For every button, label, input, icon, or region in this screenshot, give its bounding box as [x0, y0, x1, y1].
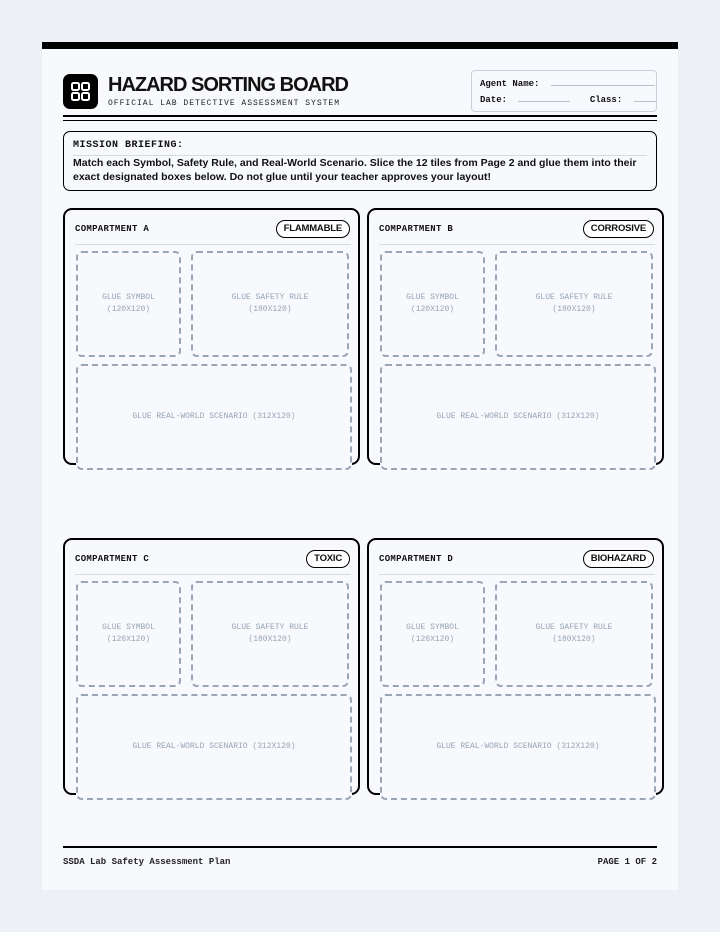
compartment-divider: [75, 244, 351, 245]
slot-size: (180X120): [248, 635, 292, 644]
header-divider: [63, 115, 657, 117]
grid-icon: [63, 74, 98, 109]
compartment-b: [367, 208, 664, 465]
slot-label: GLUE SAFETY RULE: [231, 293, 309, 302]
glue-scenario-slot[interactable]: [380, 694, 656, 800]
slot-label: GLUE REAL-WORLD SCENARIO (312X120): [132, 742, 296, 751]
briefing-label: MISSION BRIEFING:: [73, 140, 184, 151]
mission-briefing: [63, 131, 657, 191]
glue-symbol-slot[interactable]: [380, 251, 485, 357]
slot-label: GLUE SYMBOL: [102, 623, 155, 632]
slot-size: (120X120): [410, 635, 455, 644]
compartment-title: COMPARTMENT B: [379, 224, 454, 234]
date-field[interactable]: [518, 94, 570, 102]
slot-label: GLUE SAFETY RULE: [535, 293, 613, 302]
slot-size: (180X120): [248, 305, 292, 314]
slot-size: (120X120): [106, 305, 151, 314]
agent-name-row: [480, 78, 655, 89]
compartment-title: COMPARTMENT C: [75, 554, 150, 564]
footer-divider: [63, 846, 657, 848]
class-field[interactable]: [634, 94, 656, 102]
slot-label: GLUE SYMBOL: [406, 623, 459, 632]
slot-label: GLUE SAFETY RULE: [231, 623, 309, 632]
worksheet-page: [42, 42, 678, 890]
date-label: Date:: [480, 95, 508, 105]
agent-name-label: Agent Name:: [480, 79, 540, 89]
slot-size: (180X120): [552, 305, 596, 314]
compartment-divider: [379, 574, 655, 575]
agent-info-box: [471, 70, 657, 112]
hazard-badge: TOXIC: [306, 550, 350, 568]
hazard-badge: CORROSIVE: [583, 220, 654, 238]
compartment-title: COMPARTMENT A: [75, 224, 150, 234]
compartment-a: [63, 208, 360, 465]
glue-scenario-slot[interactable]: [380, 364, 656, 470]
glue-symbol-slot[interactable]: [380, 581, 485, 687]
slot-label: GLUE SYMBOL: [102, 293, 155, 302]
page-subtitle: OFFICIAL LAB DETECTIVE ASSESSMENT SYSTEM: [108, 99, 341, 108]
glue-safety-rule-slot[interactable]: [191, 581, 349, 687]
hazard-badge: BIOHAZARD: [583, 550, 654, 568]
slot-label: GLUE REAL-WORLD SCENARIO (312X120): [436, 412, 600, 421]
date-class-row: [480, 94, 656, 105]
slot-label: GLUE SAFETY RULE: [535, 623, 613, 632]
compartment-divider: [379, 244, 655, 245]
slot-size: (120X120): [106, 635, 151, 644]
compartment-divider: [75, 574, 351, 575]
briefing-divider: [73, 155, 647, 156]
glue-symbol-slot[interactable]: [76, 581, 181, 687]
hazard-badge: FLAMMABLE: [276, 220, 350, 238]
page-title: HAZARD SORTING BOARD: [108, 74, 348, 96]
glue-scenario-slot[interactable]: [76, 694, 352, 800]
compartment-c: [63, 538, 360, 795]
glue-safety-rule-slot[interactable]: [191, 251, 349, 357]
glue-safety-rule-slot[interactable]: [495, 581, 653, 687]
slot-label: GLUE REAL-WORLD SCENARIO (312X120): [132, 412, 296, 421]
slot-size: (120X120): [410, 305, 455, 314]
footer-plan-name: SSDA Lab Safety Assessment Plan: [63, 857, 231, 867]
glue-safety-rule-slot[interactable]: [495, 251, 653, 357]
compartment-title: COMPARTMENT D: [379, 554, 454, 564]
glue-scenario-slot[interactable]: [76, 364, 352, 470]
slot-label: GLUE REAL-WORLD SCENARIO (312X120): [436, 742, 600, 751]
slot-size: (180X120): [552, 635, 596, 644]
slot-label: GLUE SYMBOL: [406, 293, 459, 302]
briefing-text: Match each Symbol, Safety Rule, and Real-World Scenario. Slice the 12 tiles from Page 2 and glue them into their exact designated boxes below. Do not glue until your teacher approves your layout!: [73, 157, 637, 183]
glue-symbol-slot[interactable]: [76, 251, 181, 357]
compartment-d: [367, 538, 664, 795]
header-divider-thin: [63, 120, 657, 121]
agent-name-field[interactable]: [551, 78, 655, 86]
class-label: Class:: [589, 95, 623, 105]
footer-page-number: PAGE 1 OF 2: [597, 857, 657, 867]
